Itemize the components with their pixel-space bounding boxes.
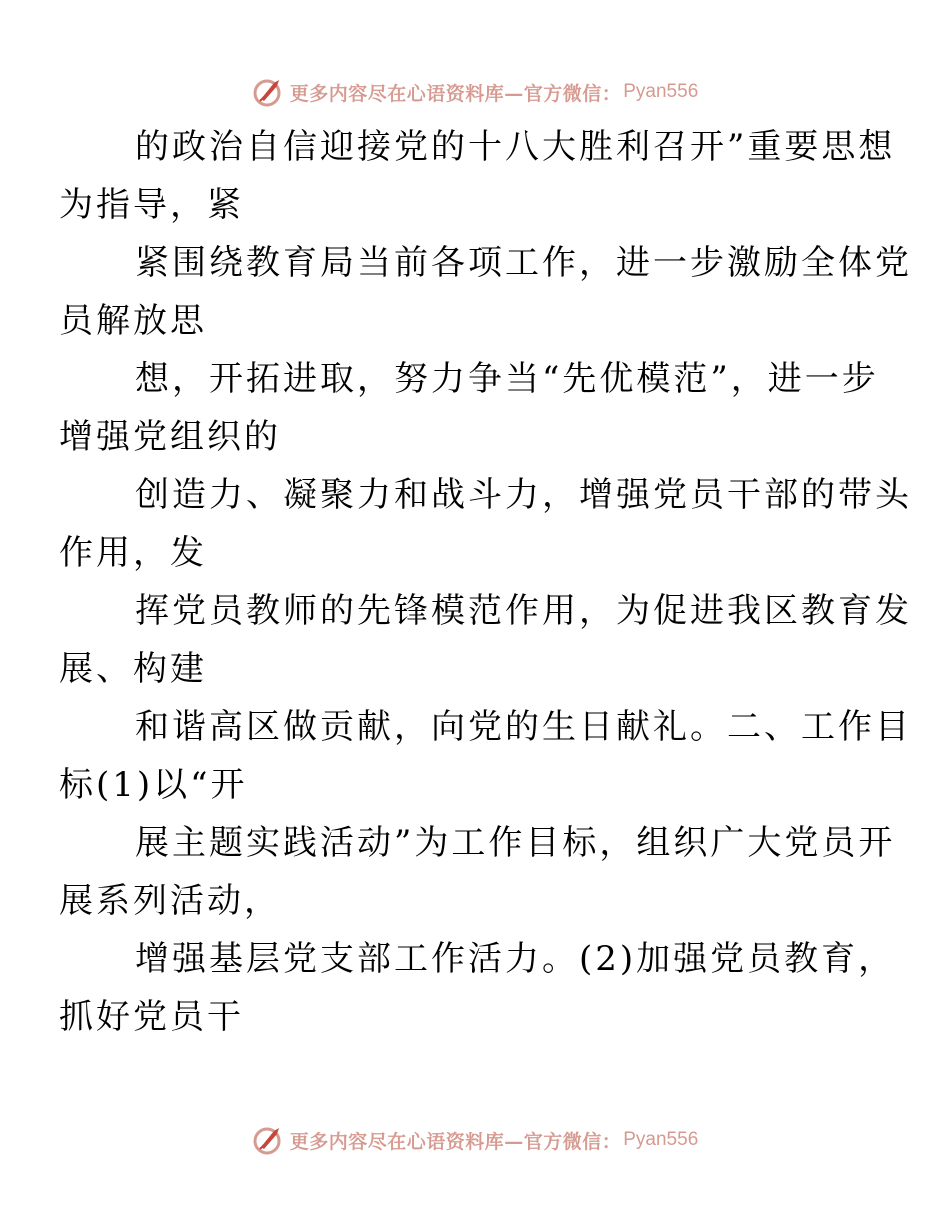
paragraph <box>59 814 896 930</box>
line-text: 紧围绕教育局当前各项工作，进一步激励全体党 <box>135 243 912 283</box>
paragraph <box>59 582 912 698</box>
line-text: 想，开拓进取，努力争当“先优模范”，进一步 <box>135 359 879 399</box>
document-body <box>59 118 912 1046</box>
line-text: 创造力、凝聚力和战斗力，增强党员干部的带头 <box>135 475 912 515</box>
line-text: 和谐高区做贡献，向党的生日献礼。二、工作目 <box>135 707 912 747</box>
line-text: 展主题实践活动”为工作目标，组织广大党员开 <box>135 823 896 863</box>
line-text: 展、构建 <box>59 649 207 689</box>
paragraph <box>59 350 879 466</box>
quill-logo-icon <box>252 75 286 109</box>
paragraph <box>59 930 896 1046</box>
line-text: 抓好党员干 <box>59 997 244 1037</box>
line-text: 增强党组织的 <box>59 417 281 457</box>
line-text: 为指导，紧 <box>59 185 244 225</box>
watermark-text: 更多内容尽在心语资料库—官方微信： <box>289 82 622 105</box>
watermark-account: Pyan556 <box>623 1129 699 1150</box>
line-text: 增强基层党支部工作活力。(2)加强党员教育， <box>135 939 896 979</box>
paragraph <box>59 466 912 582</box>
line-text: 标(1)以“开 <box>59 765 248 805</box>
line-text: 展系列活动， <box>59 881 281 921</box>
line-text: 的政治自信迎接党的十八大胜利召开”重要思想 <box>135 127 896 167</box>
line-text: 挥党员教师的先锋模范作用，为促进我区教育发 <box>135 591 912 631</box>
line-text: 员解放思 <box>59 301 207 341</box>
line-text: 作用，发 <box>59 533 207 573</box>
watermark-text: 更多内容尽在心语资料库—官方微信： <box>289 1130 622 1153</box>
watermark-account: Pyan556 <box>623 81 699 102</box>
header-watermark <box>0 72 950 112</box>
paragraph <box>59 234 912 350</box>
footer-watermark <box>0 1120 950 1160</box>
paragraph <box>59 118 896 234</box>
paragraph <box>59 698 912 814</box>
quill-logo-icon <box>252 1123 286 1157</box>
